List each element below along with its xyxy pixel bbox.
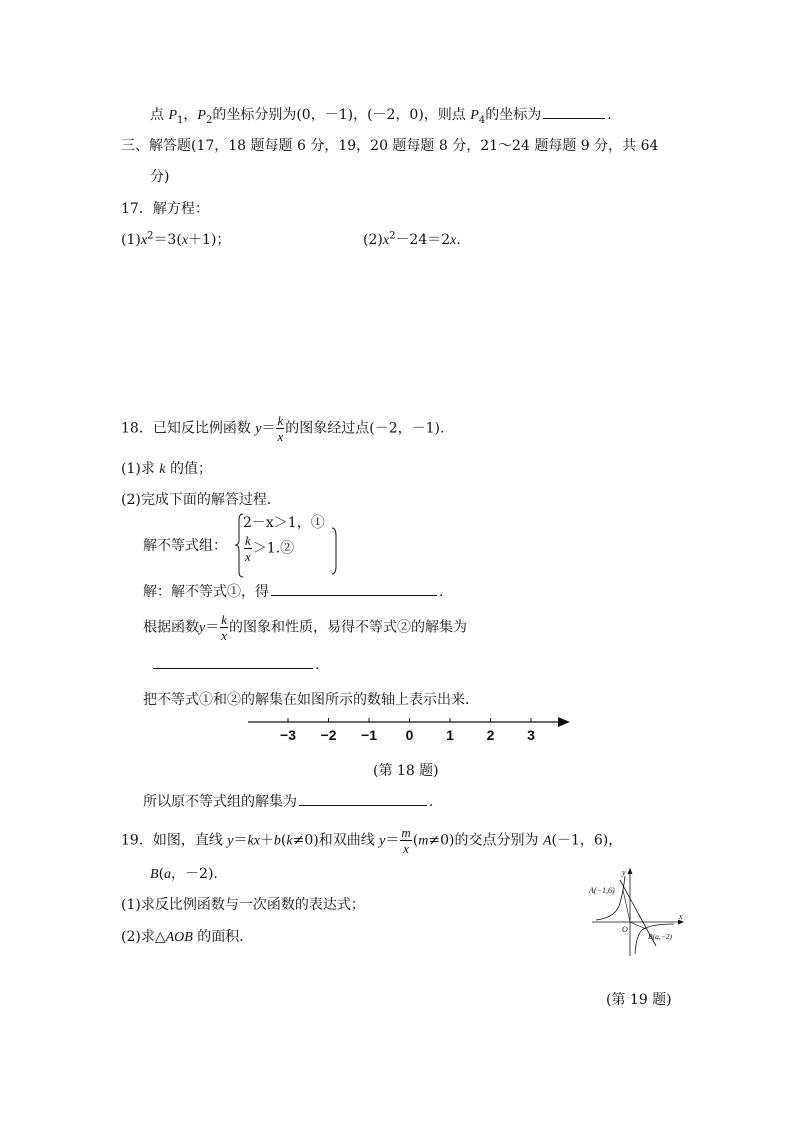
q16-suffix: 的坐标为 — [485, 107, 542, 123]
solve1-end: . — [439, 584, 444, 600]
p4-label: P — [470, 108, 479, 123]
q18-part1 — [121, 458, 212, 478]
answer-blank-solve1[interactable] — [271, 594, 437, 596]
conclusion-end: . — [429, 794, 434, 810]
ineq2-x: x — [245, 549, 251, 564]
q19-y: y — [227, 833, 234, 849]
answer-blank-q16[interactable] — [543, 117, 605, 119]
graph-fraction — [220, 613, 228, 642]
q19-mcond-open: ( — [412, 832, 419, 849]
number-line-tick-label: 3 — [527, 727, 535, 743]
q17-part1 — [121, 229, 230, 249]
p4-sub: 4 — [478, 114, 486, 126]
fig-label-A: A(−1,6) — [589, 886, 615, 895]
q19-plus: ＋ — [259, 832, 274, 849]
solve1-text: 解：解不等式①，得 — [143, 584, 269, 600]
q18-part1-pre: (1)求 — [121, 461, 160, 477]
q17-p2-exp: 2 — [389, 230, 396, 242]
q19-title-cont — [150, 863, 218, 883]
number-line-tick-label: −1 — [361, 727, 377, 743]
q19-eq: ＝ — [233, 832, 248, 849]
p1-label: P — [168, 108, 178, 123]
q18-y: y — [255, 421, 262, 437]
q19-title-pre: 19．如图，直线 — [121, 832, 228, 849]
q19-mcond: m — [418, 833, 429, 849]
q17-part1-label: (1) — [121, 232, 141, 248]
q18-eq: ＝ — [261, 420, 276, 437]
q19-A: A — [542, 833, 552, 849]
fig-hyperbola-q2 — [596, 876, 625, 920]
q18-title-post: 的图象经过点(－2，－1). — [285, 420, 445, 437]
q19-frac-x: x — [403, 841, 409, 856]
q19-b: b — [273, 833, 281, 849]
graph-frac-k: k — [221, 612, 227, 627]
number-line-tick-label: −3 — [280, 727, 296, 743]
q17-p2-var: x — [382, 233, 390, 248]
graph-post: 的图象和性质，易得不等式②的解集为 — [229, 619, 467, 636]
ineq2-post: ＞1.② — [252, 540, 295, 557]
q19-y2: y — [379, 833, 386, 849]
number-line-tick-label: 2 — [486, 727, 495, 743]
fig-y-arrow — [628, 868, 633, 874]
number-line-tick-label: −2 — [320, 727, 337, 743]
q19-AOB: AOB — [165, 930, 193, 945]
q17-title: 17．解方程： — [121, 201, 209, 217]
q16-mid: 的坐标分别为(0，－1)，(－2，0)，则点 — [212, 107, 471, 123]
q19-frac-m: m — [401, 825, 411, 840]
q17-part2-label: (2) — [363, 232, 383, 248]
q19-a: a — [164, 867, 172, 882]
graph-y: y — [199, 620, 206, 636]
answer-blank-graph[interactable] — [153, 667, 313, 669]
q18-fraction — [276, 414, 284, 443]
q16-prefix: 点 — [150, 107, 169, 123]
conclusion-text: 所以原不等式组的解集为 — [143, 794, 297, 810]
q19-part2-pre: (2)求△ — [121, 929, 166, 945]
graph-pre: 根据函数 — [143, 619, 199, 636]
q19-B-pre: ( — [158, 866, 165, 882]
p2-sub: 2 — [205, 114, 213, 126]
q18-figure-caption: (第 18 题) — [373, 763, 439, 779]
q19-figure-caption: (第 19 题) — [606, 992, 672, 1008]
q19-paren: ( — [280, 832, 287, 849]
q19-neq0: ≠0)和双曲线 — [292, 832, 380, 849]
q18-conclusion — [143, 791, 433, 811]
q19-part1: (1)求反比例函数与一次函数的表达式； — [121, 897, 365, 913]
q16-continuation — [150, 104, 612, 126]
q18-frac-k: k — [277, 413, 284, 428]
q17-var2: x — [181, 233, 189, 248]
q18-frac-x: x — [277, 429, 284, 444]
q17-exp: 2 — [147, 230, 154, 242]
q19-k: k — [286, 833, 293, 849]
q19-mcond-close: ≠0)的交点分别为 — [428, 832, 543, 849]
q18-part1-post: 的值； — [165, 461, 212, 477]
q17-p2-var2: x — [450, 233, 457, 248]
q18-part1-k: k — [159, 462, 166, 477]
number-line-tick-label: 0 — [405, 727, 414, 743]
graph-answer-line — [151, 657, 319, 673]
q19-A-coords: (－1，6)， — [551, 832, 623, 849]
inequality-1: 2－x＞1，① — [243, 515, 325, 531]
p1-sub: 1 — [177, 114, 184, 126]
graph-eq: ＝ — [205, 619, 220, 636]
q16-end: . — [607, 107, 612, 123]
section-heading-cont: 分) — [150, 169, 170, 185]
q19-title — [121, 826, 622, 855]
q17-end: ＋1)； — [188, 232, 231, 248]
number-line-arrow — [558, 717, 570, 727]
q18-part2: (2)完成下面的解答过程． — [121, 492, 281, 508]
q17-p2-end: . — [456, 232, 461, 248]
ineq2-k: k — [245, 533, 251, 548]
p2-label: P — [197, 108, 206, 123]
graph-frac-x: x — [221, 628, 227, 643]
fig-label-O: O — [622, 925, 628, 934]
q19-part2 — [121, 926, 253, 946]
q19-B-post: ，－2). — [171, 866, 218, 882]
fig-seg-OA — [623, 890, 630, 922]
q17-eq: ＝3( — [153, 232, 182, 248]
fig-label-y: y — [622, 868, 626, 877]
q17-part2 — [363, 229, 461, 249]
solve-step-1 — [143, 581, 443, 601]
q19-fraction — [400, 826, 411, 855]
represent-instruction: 把不等式①和②的解集在如图所示的数轴上表示出来． — [143, 692, 479, 708]
q18-title — [121, 414, 444, 443]
fig-label-x: x — [679, 912, 683, 921]
number-line — [244, 712, 574, 748]
q16-sep: ， — [183, 107, 198, 123]
q17-p2-eq: －24＝2 — [395, 232, 451, 248]
q19-part2-post: 的面积． — [192, 929, 254, 945]
graph-step — [143, 613, 467, 642]
q19-eq2: ＝ — [385, 832, 400, 849]
graph-end: . — [315, 657, 320, 673]
ineq2-fraction — [244, 534, 252, 563]
inequality-2 — [243, 534, 294, 563]
section-heading: 三、解答题(17，18 题每题 6 分，19，20 题每题 8 分，21～24 题每题 9 分，共 64 — [121, 138, 659, 154]
q19-kx: kx — [247, 833, 260, 849]
fig-label-B: B(a,−2) — [648, 932, 673, 941]
number-line-tick-label: 1 — [446, 727, 454, 743]
q18-title-pre: 18．已知反比例函数 — [121, 420, 256, 437]
q17-var: x — [140, 233, 148, 248]
answer-blank-conclusion[interactable] — [299, 804, 427, 806]
q19-B: B — [150, 867, 159, 882]
q19-figure — [588, 866, 688, 958]
system-label: 解不等式组： — [143, 538, 227, 554]
